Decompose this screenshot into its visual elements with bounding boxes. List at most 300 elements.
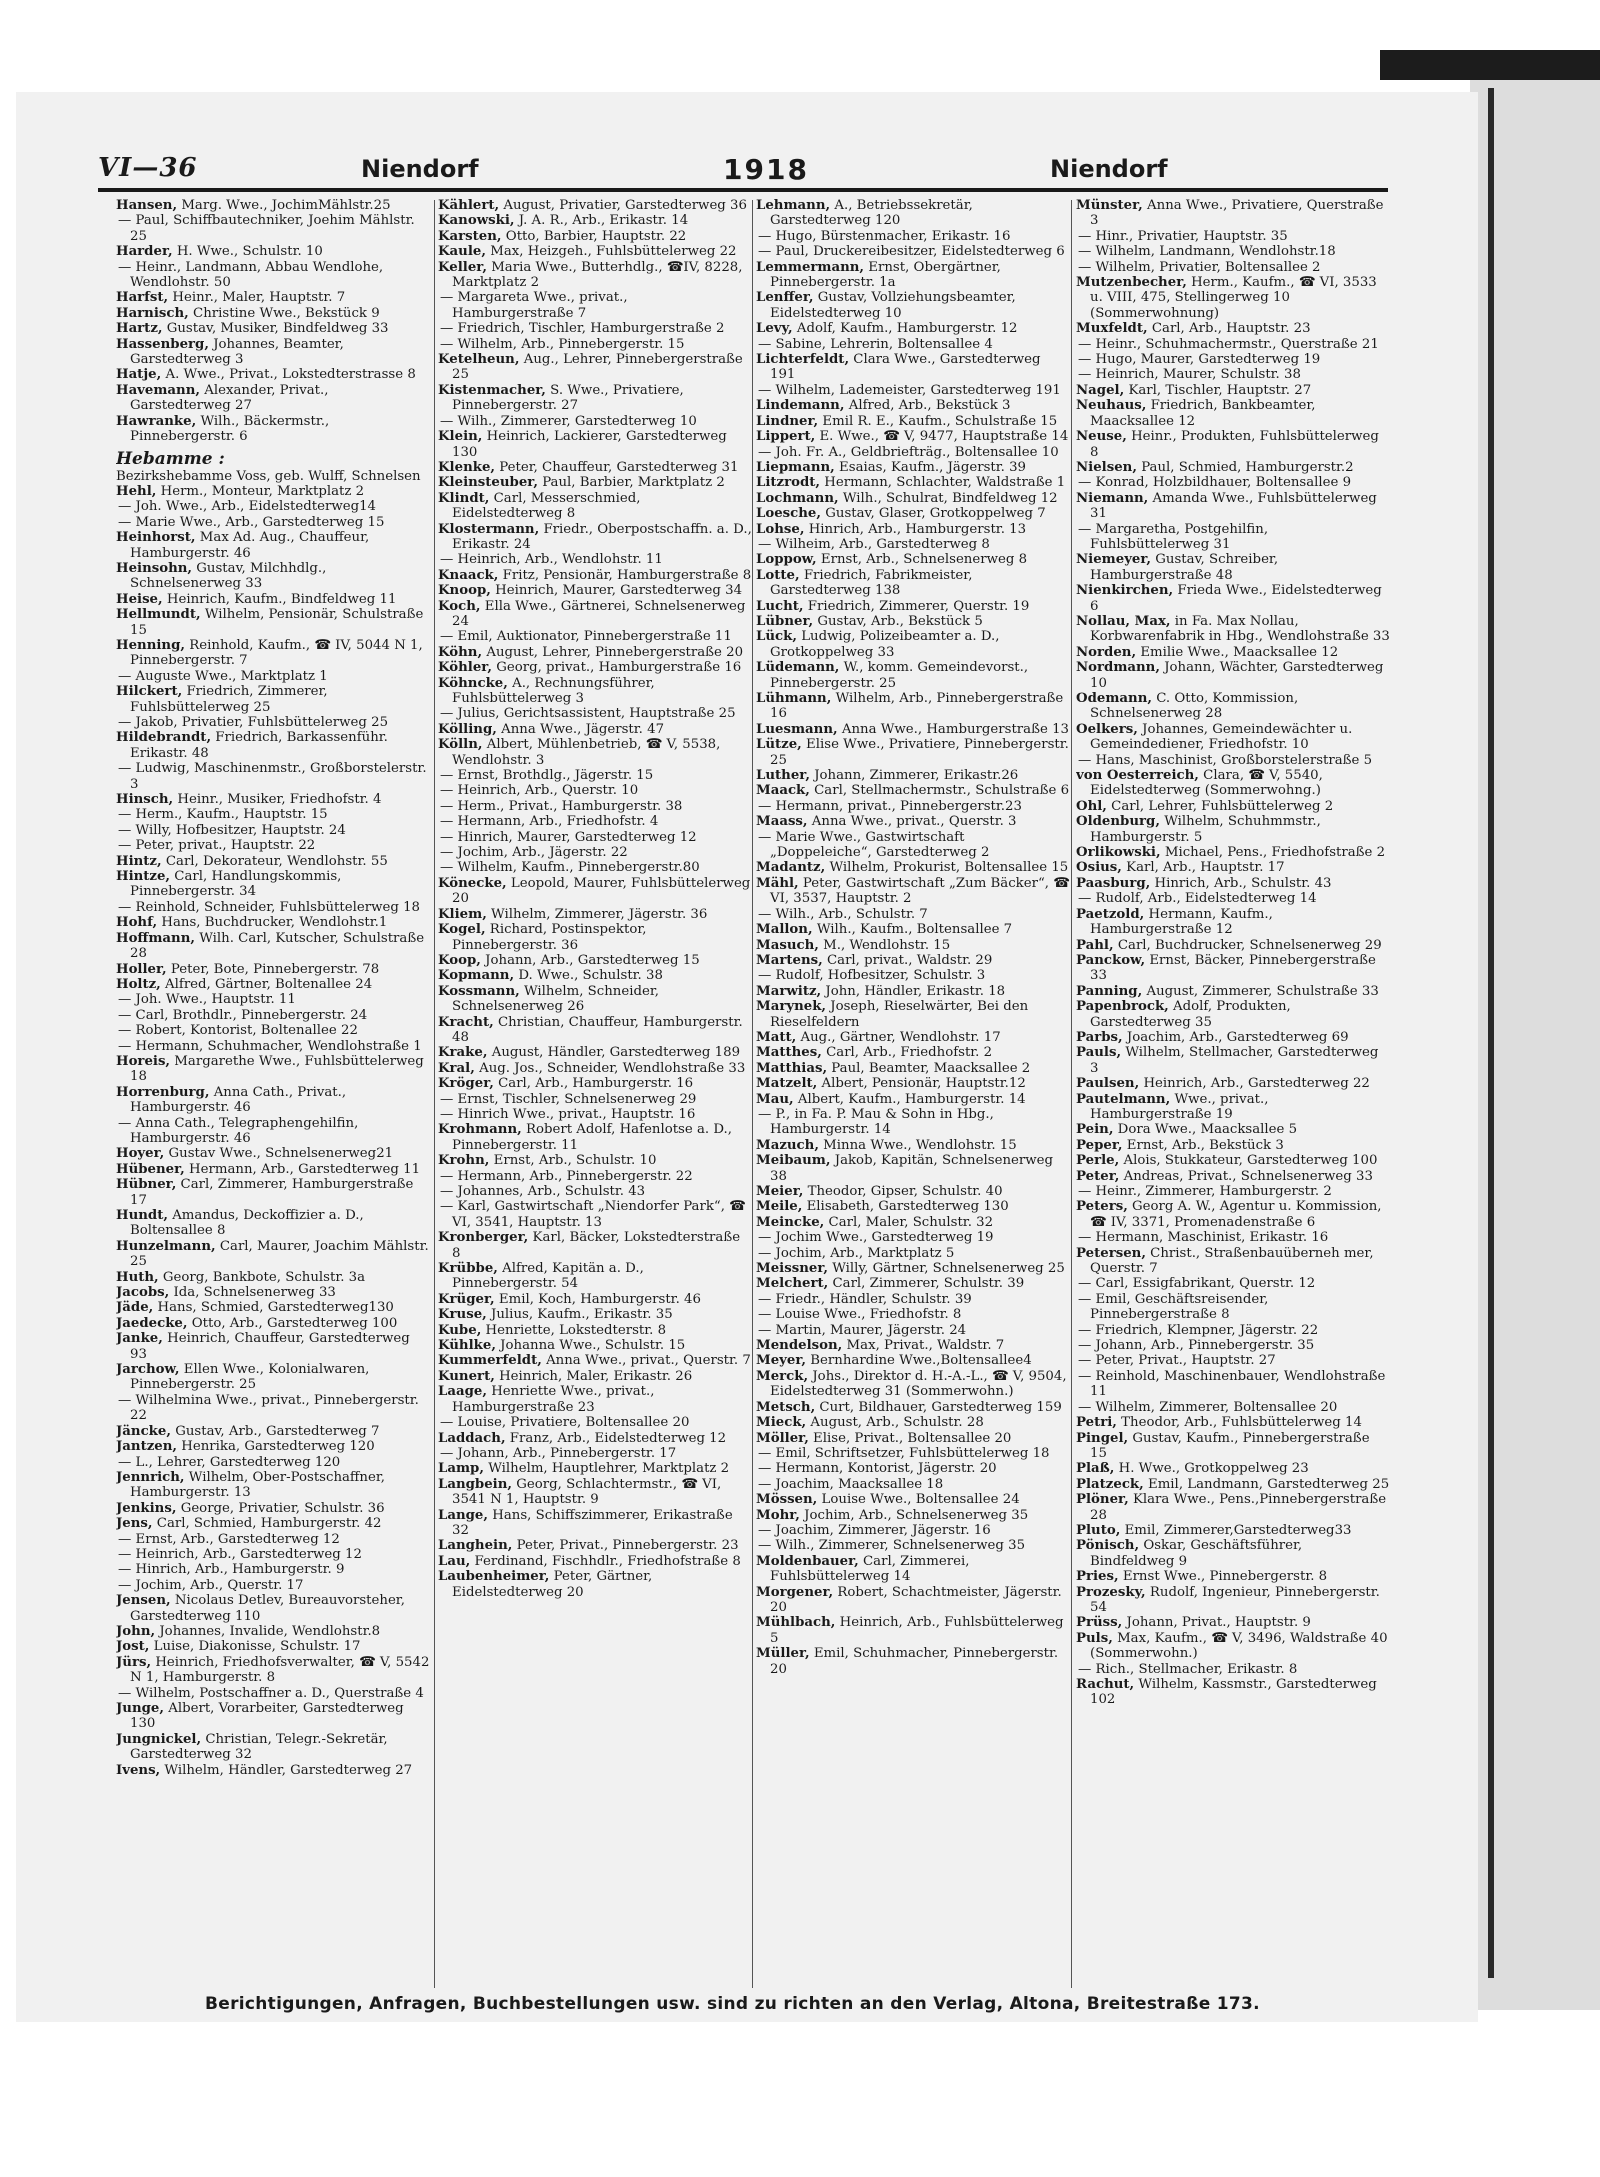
directory-entry bbox=[756, 922, 1070, 937]
entry-surname: Marynek, bbox=[756, 999, 827, 1015]
entry-details: Klara Wwe., Pens.,Pinnebergerstraße 28 bbox=[1090, 1492, 1387, 1523]
entry-details: Dora Wwe., Maacksallee 5 bbox=[1113, 1122, 1298, 1138]
directory-entry bbox=[756, 876, 1070, 907]
entry-details: Ernst, Obergärtner, Pinnebergerstr. 1a bbox=[770, 259, 1001, 291]
entry-details: Clara, ☎ V, 5540, Eidelstedterweg (Sommerwohng.) bbox=[1090, 768, 1323, 799]
entry-surname: Mau, bbox=[756, 1091, 794, 1107]
entry-surname: Matthias, bbox=[756, 1060, 828, 1076]
directory-subentry bbox=[756, 799, 1070, 814]
entry-details: Esaias, Kaufm., Jägerstr. 39 bbox=[834, 459, 1027, 475]
entry-surname: Holtz, bbox=[116, 976, 161, 992]
directory-subentry bbox=[438, 706, 752, 721]
entry-details: — Sabine, Lehrerin, Boltensallee 4 bbox=[758, 336, 993, 352]
directory-entry bbox=[756, 1415, 1070, 1430]
entry-details: August, Arb., Schulstr. 28 bbox=[806, 1415, 984, 1431]
directory-subentry bbox=[116, 823, 430, 838]
directory-entry bbox=[116, 290, 430, 305]
entry-details: Friedrich, Barkassenführ. Erikastr. 48 bbox=[130, 730, 388, 761]
directory-entry bbox=[438, 1384, 752, 1415]
entry-surname: Harnisch, bbox=[116, 305, 189, 321]
entry-surname: Knoop, bbox=[438, 583, 491, 599]
directory-subentry bbox=[756, 244, 1070, 259]
entry-surname: Peper, bbox=[1076, 1137, 1123, 1153]
entry-details: Johann, Zimmerer, Erikastr.26 bbox=[809, 768, 1019, 784]
column-divider bbox=[752, 200, 753, 1988]
entry-surname: Morgener, bbox=[756, 1584, 834, 1600]
entry-surname: Meyer, bbox=[756, 1353, 807, 1369]
directory-entry bbox=[1076, 1415, 1390, 1430]
entry-surname: Melchert, bbox=[756, 1276, 829, 1292]
entry-surname: Klostermann, bbox=[438, 521, 540, 537]
entry-details: Nicolaus Detlev, Bureauvorsteher, Garstedterweg 110 bbox=[130, 1593, 405, 1624]
entry-details: — Johannes, Arb., Schulstr. 43 bbox=[440, 1184, 646, 1199]
directory-entry bbox=[1076, 1138, 1390, 1153]
entry-details: Adolf, Kaufm., Hamburgerstr. 12 bbox=[792, 321, 1018, 337]
entry-surname: Prüss, bbox=[1076, 1615, 1123, 1631]
directory-entry bbox=[438, 984, 752, 1015]
directory-entry bbox=[756, 290, 1070, 321]
entry-details: — Heinrich, Arb., Querstr. 10 bbox=[440, 783, 639, 799]
entry-details: — Friedrich, Tischler, Hamburgerstraße 2 bbox=[440, 321, 725, 337]
entry-surname: Pluto, bbox=[1076, 1522, 1121, 1538]
entry-details: Johannes, Invalide, Wendlohstr.8 bbox=[155, 1623, 381, 1639]
entry-details: Carl, Zimmerer, Hamburgerstraße 17 bbox=[130, 1177, 414, 1208]
directory-entry bbox=[438, 1292, 752, 1307]
directory-entry bbox=[438, 1122, 752, 1153]
entry-details: — Joh. Wwe., Arb., Eidelstedterweg14 bbox=[118, 499, 377, 515]
directory-entry bbox=[116, 1732, 430, 1763]
entry-details: Wilhelm, Pensionär, Schulstraße 15 bbox=[130, 607, 424, 638]
directory-entry bbox=[438, 1538, 752, 1553]
entry-details: Johannes, Gemeindewächter u. Gemeindediener, Friedhofstr. 10 bbox=[1090, 721, 1353, 753]
directory-entry bbox=[1076, 1246, 1390, 1277]
directory-subentry bbox=[756, 907, 1070, 922]
entry-details: Anna Wwe., privat., Querstr. 7 bbox=[541, 1353, 751, 1369]
entry-details: — Heinr., Zimmerer, Hamburgerstr. 2 bbox=[1078, 1184, 1332, 1199]
directory-subentry bbox=[756, 445, 1070, 460]
entry-details: — Louise Wwe., Friedhofstr. 8 bbox=[758, 1307, 962, 1323]
entry-details: — Jakob, Privatier, Fuhlsbüttelerweg 25 bbox=[118, 715, 389, 730]
entry-details: — Margaretha, Postgehilfin, Fuhlsbüttelerweg 31 bbox=[1078, 521, 1269, 552]
entry-details: Hinrich, Arb., Schulstr. 43 bbox=[1150, 875, 1332, 891]
entry-surname: Kube, bbox=[438, 1322, 482, 1338]
directory-entry bbox=[116, 1162, 430, 1177]
entry-details: Ernst, Arb., Schnelsenerweg 8 bbox=[816, 552, 1028, 568]
directory-subentry bbox=[116, 715, 430, 730]
directory-subentry bbox=[1076, 475, 1390, 490]
directory-entry bbox=[116, 1516, 430, 1531]
directory-subentry bbox=[756, 830, 1070, 861]
entry-surname: Janke, bbox=[116, 1331, 163, 1347]
entry-details: Otto, Barbier, Hauptstr. 22 bbox=[501, 228, 687, 244]
directory-entry bbox=[1076, 799, 1390, 814]
entry-surname: Koch, bbox=[438, 598, 481, 614]
entry-details: Heinrich, Arb., Garstedterweg 22 bbox=[1139, 1076, 1370, 1092]
directory-entry bbox=[1076, 1076, 1390, 1091]
directory-entry bbox=[438, 660, 752, 675]
directory-entry bbox=[1076, 398, 1390, 429]
entry-surname: Hawranke, bbox=[116, 413, 197, 429]
entry-surname: Kleinsteuber, bbox=[438, 475, 538, 491]
directory-entry bbox=[116, 931, 430, 962]
header-left-title: Niendorf bbox=[361, 155, 479, 183]
entry-details: Frieda Wwe., Eidelstedterweg 6 bbox=[1090, 583, 1382, 614]
entry-details: Wilhelm, Arb., Pinnebergerstraße 16 bbox=[770, 691, 1064, 722]
directory-entry bbox=[1076, 1538, 1390, 1569]
entry-surname: Hellmundt, bbox=[116, 607, 201, 623]
directory-entry bbox=[116, 869, 430, 900]
entry-surname: Madantz, bbox=[756, 860, 826, 876]
directory-entry bbox=[756, 860, 1070, 875]
entry-surname: Münster, bbox=[1076, 198, 1143, 213]
entry-surname: Hintze, bbox=[116, 869, 171, 885]
directory-subentry bbox=[1076, 1184, 1390, 1199]
page-number: VI—36 bbox=[98, 153, 198, 183]
entry-surname: Ivens, bbox=[116, 1762, 161, 1778]
entry-details: George, Privatier, Schulstr. 36 bbox=[176, 1500, 385, 1516]
entry-details: Peter, Bote, Pinnebergerstr. 78 bbox=[166, 961, 380, 977]
entry-details: August, Zimmerer, Schulstraße 33 bbox=[1142, 983, 1379, 999]
entry-details: Albert, Pensionär, Hauptstr.12 bbox=[817, 1076, 1026, 1092]
directory-entry bbox=[116, 684, 430, 715]
entry-details: — Emil, Schriftsetzer, Fuhlsbüttelerweg 18 bbox=[758, 1445, 1050, 1461]
directory-subentry bbox=[1076, 1353, 1390, 1368]
entry-surname: Klein, bbox=[438, 429, 483, 445]
entry-details: Georg, Bankbote, Schulstr. 3a bbox=[158, 1269, 366, 1285]
entry-details: August, Privatier, Garstedterweg 36 bbox=[499, 198, 747, 213]
entry-details: Heinr., Musiker, Friedhofstr. 4 bbox=[173, 792, 382, 808]
entry-surname: Levy, bbox=[756, 321, 793, 337]
entry-details: Max, Privat., Waldstr. 7 bbox=[842, 1338, 1005, 1354]
column-divider bbox=[434, 200, 435, 1988]
entry-surname: Jaedecke, bbox=[116, 1315, 188, 1331]
entry-surname: Norden, bbox=[1076, 644, 1137, 660]
entry-details: Carl, Zimmerer, Schulstr. 39 bbox=[828, 1276, 1025, 1292]
entry-details: Wilhelm, Händler, Garstedterweg 27 bbox=[160, 1762, 413, 1778]
entry-details: — Wilhelm, Arb., Pinnebergerstr. 15 bbox=[440, 336, 685, 352]
entry-surname: Köhler, bbox=[438, 660, 492, 676]
entry-surname: Kölln, bbox=[438, 737, 483, 753]
entry-details: Henriette, Lokstedterstr. 8 bbox=[481, 1322, 667, 1338]
directory-entry bbox=[1076, 552, 1390, 583]
entry-surname: Knaack, bbox=[438, 567, 499, 583]
directory-entry bbox=[756, 321, 1070, 336]
directory-entry bbox=[438, 460, 752, 475]
entry-details: Wilhelm, Ober-Postschaffner, Hamburgerstr. 13 bbox=[130, 1469, 385, 1501]
entry-details: Curt, Bildhauer, Garstedterweg 159 bbox=[815, 1399, 1062, 1415]
entry-surname: Petri, bbox=[1076, 1415, 1117, 1431]
entry-details: Gustav, Glaser, Grotkoppelweg 7 bbox=[821, 506, 1046, 522]
directory-entry bbox=[438, 968, 752, 983]
entry-surname: Merck, bbox=[756, 1368, 809, 1384]
entry-surname: Mähl, bbox=[756, 875, 799, 891]
entry-surname: Jens, bbox=[116, 1516, 153, 1532]
entry-surname: Hoffmann, bbox=[116, 930, 195, 946]
directory-entry bbox=[756, 460, 1070, 475]
directory-entry bbox=[1076, 1461, 1390, 1476]
entry-surname: Osius, bbox=[1076, 860, 1122, 876]
directory-entry bbox=[438, 876, 752, 907]
directory-entry bbox=[116, 321, 430, 336]
directory-subentry bbox=[438, 1092, 752, 1107]
entry-details: C. Otto, Kommission, Schnelsenerweg 28 bbox=[1090, 691, 1299, 722]
directory-subentry bbox=[116, 807, 430, 822]
entry-surname: Lenffer, bbox=[756, 290, 814, 306]
directory-entry bbox=[116, 484, 430, 499]
directory-entry bbox=[756, 783, 1070, 798]
directory-entry bbox=[1076, 1153, 1390, 1168]
entry-details: Peter, Gastwirtschaft „Zum Bäcker“, ☎ VI, 3537, Hauptstr. 2 bbox=[770, 875, 1070, 907]
entry-details: — Carl, Essigfabrikant, Querstr. 12 bbox=[1078, 1276, 1316, 1292]
entry-surname: Liepmann, bbox=[756, 459, 835, 475]
entry-surname: Peters, bbox=[1076, 1199, 1128, 1215]
entry-details: Peter, Chauffeur, Garstedterweg 31 bbox=[495, 459, 739, 475]
directory-subentry bbox=[438, 845, 752, 860]
entry-surname: Rachut, bbox=[1076, 1677, 1135, 1692]
entry-details: Amandus, Deckoffizier a. D., Boltensallee 8 bbox=[130, 1208, 364, 1239]
directory-entry bbox=[756, 398, 1070, 413]
entry-details: Anna Wwe., Jägerstr. 47 bbox=[496, 721, 665, 737]
entry-surname: Pries, bbox=[1076, 1569, 1119, 1585]
directory-subentry bbox=[756, 1230, 1070, 1245]
entry-surname: Pein, bbox=[1076, 1122, 1114, 1138]
entry-surname: Mühlbach, bbox=[756, 1615, 836, 1631]
entry-details: Robert, Schachtmeister, Jägerstr. 20 bbox=[770, 1584, 1062, 1615]
entry-details: Johann, Arb., Garstedterweg 15 bbox=[480, 952, 700, 968]
scan-edge-bar bbox=[1488, 88, 1494, 1978]
entry-details: — Margareta Wwe., privat., Hamburgerstraße 7 bbox=[440, 290, 628, 321]
directory-subentry bbox=[438, 830, 752, 845]
entry-surname: Oelkers, bbox=[1076, 721, 1138, 737]
entry-surname: Jantzen, bbox=[116, 1439, 178, 1455]
entry-surname: Jost, bbox=[116, 1639, 150, 1655]
entry-details: — Hermann, Arb., Pinnebergerstr. 22 bbox=[440, 1168, 693, 1184]
entry-details: Heinrich, Lackierer, Garstedterweg 130 bbox=[452, 429, 727, 460]
directory-entry bbox=[756, 1215, 1070, 1230]
directory-entry bbox=[116, 638, 430, 669]
directory-subentry bbox=[438, 414, 752, 429]
header-rule bbox=[98, 188, 1388, 192]
entry-details: Clara Wwe., Garstedterweg 191 bbox=[770, 352, 1041, 383]
directory-entry bbox=[756, 1508, 1070, 1523]
directory-subentry bbox=[438, 337, 752, 352]
directory-subentry bbox=[116, 1455, 430, 1470]
directory-subentry bbox=[438, 814, 752, 829]
directory-subentry bbox=[116, 1562, 430, 1577]
directory-entry bbox=[756, 999, 1070, 1030]
entry-surname: Lüdemann, bbox=[756, 660, 840, 676]
directory-entry bbox=[1076, 1030, 1390, 1045]
entry-surname: Mallon, bbox=[756, 922, 813, 938]
entry-details: W., komm. Gemeindevorst., Pinnebergerstr. 25 bbox=[770, 660, 1029, 691]
entry-details: Alexander, Privat., Garstedterweg 27 bbox=[130, 382, 329, 414]
entry-details: Wilh., Schulrat, Bindfeldweg 12 bbox=[838, 490, 1058, 506]
directory-subentry bbox=[116, 992, 430, 1007]
entry-surname: Metsch, bbox=[756, 1399, 816, 1415]
directory-entry bbox=[116, 414, 430, 445]
entry-details: Carl, Arb., Hauptstr. 23 bbox=[1147, 321, 1311, 337]
scan-edge-top bbox=[1380, 50, 1600, 80]
entry-details: Bezirkshebamme Voss, geb. Wulff, Schnelsen bbox=[116, 468, 421, 484]
entry-details: Max, Kaufm., ☎ V, 3496, Waldstraße 40 (Sommerwohn.) bbox=[1090, 1630, 1388, 1662]
entry-surname: Köhncke, bbox=[438, 675, 508, 691]
directory-entry bbox=[756, 352, 1070, 383]
entry-details: Carl, Messerschmied, Eidelstedterweg 8 bbox=[452, 490, 641, 522]
directory-entry bbox=[438, 1153, 752, 1168]
entry-surname: Lucht, bbox=[756, 598, 804, 614]
directory-subentry bbox=[438, 1169, 752, 1184]
entry-surname: Kölling, bbox=[438, 721, 497, 737]
entry-details: Emil, Koch, Hamburgerstr. 46 bbox=[494, 1291, 701, 1307]
directory-entry bbox=[116, 915, 430, 930]
entry-details: Bernhardine Wwe.,Boltensallee4 bbox=[806, 1353, 1032, 1369]
entry-details: — Ernst, Brothdlg., Jägerstr. 15 bbox=[440, 768, 654, 784]
directory-subentry bbox=[1076, 260, 1390, 275]
entry-surname: Panning, bbox=[1076, 983, 1143, 999]
entry-surname: Lohse, bbox=[756, 521, 805, 537]
entry-details: Otto, Arb., Garstedterweg 100 bbox=[187, 1315, 398, 1331]
directory-entry bbox=[1076, 999, 1390, 1030]
directory-subentry bbox=[1076, 352, 1390, 367]
entry-surname: Kogel, bbox=[438, 922, 486, 938]
directory-subentry bbox=[756, 383, 1070, 398]
entry-details: Carl, Handlungskommis, Pinnebergerstr. 34 bbox=[130, 869, 342, 900]
directory-entry bbox=[1076, 907, 1390, 938]
directory-entry bbox=[1076, 1677, 1390, 1708]
entry-details: Johanna Wwe., Schulstr. 15 bbox=[495, 1338, 686, 1354]
directory-entry bbox=[1076, 814, 1390, 845]
directory-entry bbox=[438, 568, 752, 583]
directory-entry bbox=[1076, 1122, 1390, 1137]
entry-surname: John, bbox=[116, 1623, 156, 1639]
directory-entry bbox=[438, 1323, 752, 1338]
entry-details: — Johann, Arb., Pinnebergerstr. 17 bbox=[440, 1445, 677, 1461]
entry-details: — Heinrich, Arb., Wendlohstr. 11 bbox=[440, 552, 663, 568]
entry-surname: Krake, bbox=[438, 1045, 488, 1061]
entry-details: Elisabeth, Garstedterweg 130 bbox=[802, 1199, 1009, 1215]
entry-details: — P., in Fa. P. Mau & Sohn in Hbg., Hamburgerstr. 14 bbox=[758, 1106, 994, 1138]
directory-entry bbox=[756, 599, 1070, 614]
entry-surname: Laage, bbox=[438, 1384, 487, 1400]
directory-column-3 bbox=[756, 198, 1070, 1988]
entry-details: — Wilhelm, Privatier, Boltensallee 2 bbox=[1078, 259, 1321, 275]
directory-subentry bbox=[756, 1307, 1070, 1322]
directory-entry bbox=[1076, 1615, 1390, 1630]
entry-details: Carl, Dekorateur, Wendlohstr. 55 bbox=[161, 853, 388, 869]
entry-details: — Peter, Privat., Hauptstr. 27 bbox=[1078, 1353, 1276, 1369]
directory-entry bbox=[1076, 1585, 1390, 1616]
directory-entry bbox=[1076, 876, 1390, 891]
directory-entry bbox=[1076, 1045, 1390, 1076]
publisher-notice: Berichtigungen, Anfragen, Buchbestellungen usw. sind zu richten an den Verlag, Altona, Breitestraße 173. bbox=[205, 1994, 1260, 2014]
entry-details: Ellen Wwe., Kolonialwaren, Pinnebergerstr. 25 bbox=[130, 1362, 370, 1393]
entry-details: Heinr., Produkten, Fuhlsbüttelerweg 8 bbox=[1090, 429, 1379, 460]
directory-entry bbox=[756, 1153, 1070, 1184]
entry-surname: Hundt, bbox=[116, 1208, 168, 1223]
entry-details: Paul, Beamter, Maacksallee 2 bbox=[827, 1060, 1031, 1076]
directory-entry bbox=[1076, 984, 1390, 999]
entry-details: Joseph, Rieselwärter, Bei den Rieselfeldern bbox=[770, 999, 1029, 1030]
entry-details: John, Händler, Erikastr. 18 bbox=[821, 983, 1006, 999]
entry-details: — Reinhold, Schneider, Fuhlsbüttelerweg 18 bbox=[118, 899, 420, 915]
entry-details: — Wilhelmina Wwe., privat., Pinnebergerstr. 22 bbox=[118, 1392, 419, 1424]
entry-details: E. Wwe., ☎ V, 9477, Hauptstraße 14 bbox=[815, 429, 1069, 445]
entry-details: — Hinrich, Maurer, Garstedterweg 12 bbox=[440, 829, 697, 845]
entry-surname: Meier, bbox=[756, 1184, 804, 1199]
entry-surname: Jenkins, bbox=[116, 1500, 177, 1516]
entry-details: Theodor, Gipser, Schulstr. 40 bbox=[803, 1184, 1003, 1199]
entry-surname: Hildebrandt, bbox=[116, 730, 212, 746]
directory-entry bbox=[438, 244, 752, 259]
directory-column-1 bbox=[116, 198, 430, 1988]
entry-surname: Könecke, bbox=[438, 875, 507, 891]
directory-entry bbox=[1076, 321, 1390, 336]
entry-details: Wilh., Bäckermstr., Pinnebergerstr. 6 bbox=[130, 413, 330, 445]
entry-details: Adolf, Produkten, Garstedterweg 35 bbox=[1090, 999, 1291, 1030]
directory-entry bbox=[116, 244, 430, 259]
directory-entry bbox=[438, 1045, 752, 1060]
entry-surname: Maass, bbox=[756, 814, 808, 830]
entry-details: — Paul, Schiffbautechniker, Joehim Mählstr. 25 bbox=[118, 213, 415, 244]
directory-entry bbox=[438, 922, 752, 953]
directory-subentry bbox=[438, 552, 752, 567]
entry-surname: Jürs, bbox=[116, 1654, 152, 1670]
entry-surname: Kühlke, bbox=[438, 1338, 496, 1354]
entry-surname: Lühmann, bbox=[756, 691, 832, 706]
directory-subentry bbox=[756, 1538, 1070, 1553]
entry-surname: Hübener, bbox=[116, 1161, 185, 1177]
entry-surname: Köhn, bbox=[438, 644, 483, 660]
directory-subentry bbox=[1076, 1338, 1390, 1353]
directory-entry bbox=[116, 1763, 430, 1778]
entry-details: — Ernst, Tischler, Schnelsenerweg 29 bbox=[440, 1091, 697, 1107]
directory-entry bbox=[438, 1508, 752, 1539]
entry-details: Gustav, Arb., Garstedterweg 7 bbox=[170, 1423, 380, 1439]
entry-details: — L., Lehrer, Garstedterweg 120 bbox=[118, 1454, 341, 1470]
directory-entry bbox=[438, 1431, 752, 1446]
directory-entry bbox=[756, 722, 1070, 737]
directory-subentry bbox=[116, 260, 430, 291]
entry-surname: Paetzold, bbox=[1076, 906, 1145, 922]
entry-surname: Koop, bbox=[438, 952, 481, 968]
directory-entry bbox=[756, 938, 1070, 953]
entry-details: — Hermann, Schuhmacher, Wendlohstraße 1 bbox=[118, 1038, 422, 1054]
directory-entry bbox=[756, 1615, 1070, 1646]
entry-details: Robert Adolf, Hafenlotse a. D., Pinnebergerstr. 11 bbox=[452, 1122, 732, 1153]
entry-surname: Heinhorst, bbox=[116, 530, 196, 546]
entry-surname: Kopmann, bbox=[438, 968, 515, 984]
entry-surname: Lichterfeldt, bbox=[756, 352, 850, 368]
directory-entry bbox=[438, 1353, 752, 1368]
entry-details: — Wilhelm, Postschaffner a. D., Querstraße 4 bbox=[118, 1685, 424, 1701]
entry-details: — Hinrich, Arb., Hamburgerstr. 9 bbox=[118, 1562, 345, 1578]
entry-details: Carl, Schmied, Hamburgerstr. 42 bbox=[152, 1516, 382, 1532]
entry-details: Wilh., Kaufm., Boltensallee 7 bbox=[812, 922, 1013, 938]
directory-entry bbox=[438, 583, 752, 598]
entry-details: A., Betriebssekretär, Garstedterweg 120 bbox=[770, 198, 973, 229]
entry-details: Heinrich, Maurer, Garstedterweg 34 bbox=[490, 583, 743, 599]
entry-surname: Krübbe, bbox=[438, 1261, 498, 1277]
directory-column-2 bbox=[438, 198, 752, 1988]
entry-details: Hermann, Schlachter, Waldstraße 1 bbox=[820, 475, 1066, 491]
entry-details: Andreas, Privat., Schnelsenerweg 33 bbox=[1119, 1168, 1373, 1184]
directory-entry bbox=[438, 1461, 752, 1476]
directory-subentry bbox=[756, 1246, 1070, 1261]
entry-surname: Nagel, bbox=[1076, 382, 1125, 398]
entry-surname: Hübner, bbox=[116, 1177, 177, 1193]
entry-surname: Neuhaus, bbox=[1076, 398, 1147, 414]
entry-surname: Perle, bbox=[1076, 1153, 1120, 1169]
